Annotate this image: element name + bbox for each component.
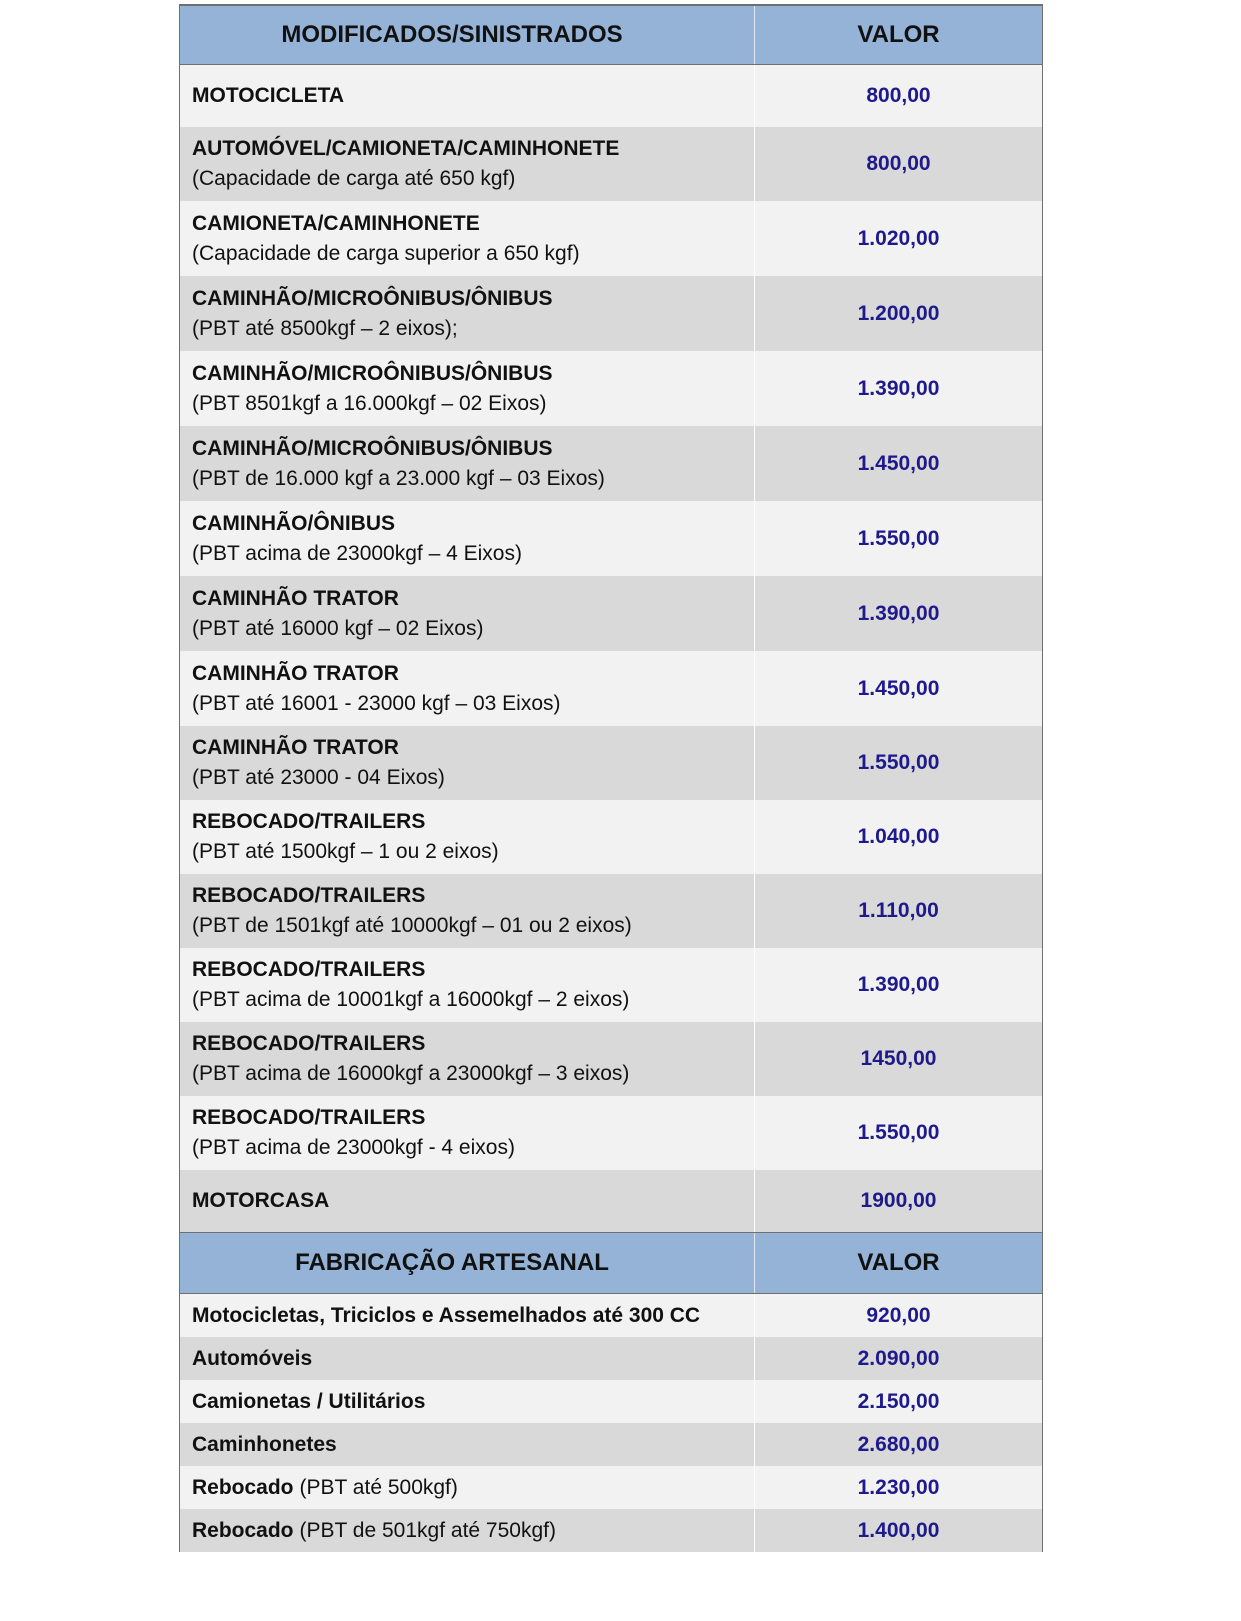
row-detail: (PBT de 16.000 kgf a 23.000 kgf – 03 Eixos) xyxy=(192,466,605,490)
section-title: MODIFICADOS/SINISTRADOS xyxy=(281,21,623,48)
row-value: 1.040,00 xyxy=(857,825,940,848)
table-row xyxy=(180,874,1042,948)
row-value: 800,00 xyxy=(866,152,931,175)
row-name: REBOCADO/TRAILERS xyxy=(192,884,426,907)
row-detail: (PBT acima de 23000kgf – 4 Eixos) xyxy=(192,541,522,565)
table-row xyxy=(180,1096,1042,1170)
row-name: Caminhonetes xyxy=(192,1432,337,1456)
table-row xyxy=(180,1423,1042,1466)
table-row xyxy=(180,576,1042,651)
table-row xyxy=(180,651,1042,726)
table-row xyxy=(180,1509,1042,1552)
row-detail: (PBT acima de 10001kgf a 16000kgf – 2 eixos) xyxy=(192,988,630,1011)
row-value: 2.090,00 xyxy=(857,1346,940,1370)
row-value: 1450,00 xyxy=(860,1047,937,1070)
row-name: AUTOMÓVEL/CAMIONETA/CAMINHONETE xyxy=(192,137,620,160)
table-row xyxy=(180,1337,1042,1380)
row-name: CAMINHÃO/MICROÔNIBUS/ÔNIBUS xyxy=(192,436,553,460)
row-detail: (PBT acima de 16000kgf a 23000kgf – 3 eixos) xyxy=(192,1062,630,1085)
row-detail: (PBT até 500kgf) xyxy=(299,1475,458,1499)
row-name: CAMINHÃO TRATOR xyxy=(192,661,399,685)
row-value: 2.150,00 xyxy=(857,1389,940,1413)
table-row xyxy=(180,127,1042,201)
row-name: Rebocado xyxy=(192,1518,294,1542)
row-name: CAMINHÃO TRATOR xyxy=(192,736,399,759)
section-header-fabricacao xyxy=(180,1232,1042,1294)
row-value: 1.550,00 xyxy=(857,526,940,550)
row-value: 1.200,00 xyxy=(857,301,940,325)
section-header-modificados xyxy=(180,5,1042,65)
section-title: FABRICAÇÃO ARTESANAL xyxy=(295,1249,609,1276)
price-table xyxy=(179,4,1043,1552)
row-name: Rebocado xyxy=(192,1475,294,1499)
row-detail: (PBT até 16001 - 23000 kgf – 03 Eixos) xyxy=(192,691,561,715)
row-name: MOTOCICLETA xyxy=(192,84,345,107)
value-column-header: VALOR xyxy=(754,6,1042,64)
row-value: 1900,00 xyxy=(860,1189,937,1212)
table-row xyxy=(180,65,1042,127)
row-value: 1.020,00 xyxy=(857,226,940,250)
row-name: REBOCADO/TRAILERS xyxy=(192,1032,426,1055)
row-detail: (PBT até 16000 kgf – 02 Eixos) xyxy=(192,616,484,640)
row-value: 920,00 xyxy=(866,1303,931,1327)
row-name: REBOCADO/TRAILERS xyxy=(192,958,426,981)
row-name: REBOCADO/TRAILERS xyxy=(192,810,426,833)
row-detail: (PBT até 8500kgf – 2 eixos); xyxy=(192,316,458,340)
row-value: 1.550,00 xyxy=(857,1121,940,1144)
table-row xyxy=(180,800,1042,874)
row-detail: (PBT de 1501kgf até 10000kgf – 01 ou 2 eixos) xyxy=(192,914,632,937)
row-detail: (Capacidade de carga superior a 650 kgf) xyxy=(192,241,580,265)
row-value: 1.390,00 xyxy=(857,601,940,625)
row-value: 1.110,00 xyxy=(858,899,939,922)
table-row xyxy=(180,201,1042,276)
row-detail: (PBT de 501kgf até 750kgf) xyxy=(299,1518,556,1542)
row-name: CAMINHÃO TRATOR xyxy=(192,586,399,610)
table-row xyxy=(180,1170,1042,1232)
row-name: REBOCADO/TRAILERS xyxy=(192,1106,426,1129)
table-row xyxy=(180,1466,1042,1509)
row-value: 2.680,00 xyxy=(857,1432,940,1456)
table-row xyxy=(180,1380,1042,1423)
table-row xyxy=(180,1022,1042,1096)
row-value: 1.450,00 xyxy=(857,676,940,700)
row-value: 1.400,00 xyxy=(857,1518,940,1542)
row-detail: (PBT até 1500kgf – 1 ou 2 eixos) xyxy=(192,840,499,863)
row-value: 800,00 xyxy=(866,84,931,107)
table-row xyxy=(180,276,1042,351)
row-value: 1.230,00 xyxy=(857,1475,940,1499)
table-row xyxy=(180,351,1042,426)
table-row xyxy=(180,948,1042,1022)
row-name: CAMINHÃO/MICROÔNIBUS/ÔNIBUS xyxy=(192,361,553,385)
row-value: 1.450,00 xyxy=(857,451,940,475)
table-row xyxy=(180,501,1042,576)
table-row xyxy=(180,1294,1042,1337)
row-value: 1.550,00 xyxy=(857,751,940,774)
row-name: CAMINHÃO/ÔNIBUS xyxy=(192,511,395,535)
row-detail: (PBT 8501kgf a 16.000kgf – 02 Eixos) xyxy=(192,391,547,415)
row-value: 1.390,00 xyxy=(857,973,940,996)
row-name: MOTORCASA xyxy=(192,1189,330,1212)
row-name: Camionetas / Utilitários xyxy=(192,1389,426,1413)
row-detail: (PBT acima de 23000kgf - 4 eixos) xyxy=(192,1136,515,1159)
row-detail: (Capacidade de carga até 650 kgf) xyxy=(192,167,516,190)
table-row xyxy=(180,426,1042,501)
row-name: Motocicletas, Triciclos e Assemelhados até 300 CC xyxy=(192,1303,701,1327)
row-value: 1.390,00 xyxy=(857,376,940,400)
row-name: Automóveis xyxy=(192,1346,313,1370)
row-detail: (PBT até 23000 - 04 Eixos) xyxy=(192,766,445,789)
row-name: CAMIONETA/CAMINHONETE xyxy=(192,211,480,235)
table-row xyxy=(180,726,1042,800)
value-column-header: VALOR xyxy=(754,1233,1042,1293)
row-name: CAMINHÃO/MICROÔNIBUS/ÔNIBUS xyxy=(192,286,553,310)
